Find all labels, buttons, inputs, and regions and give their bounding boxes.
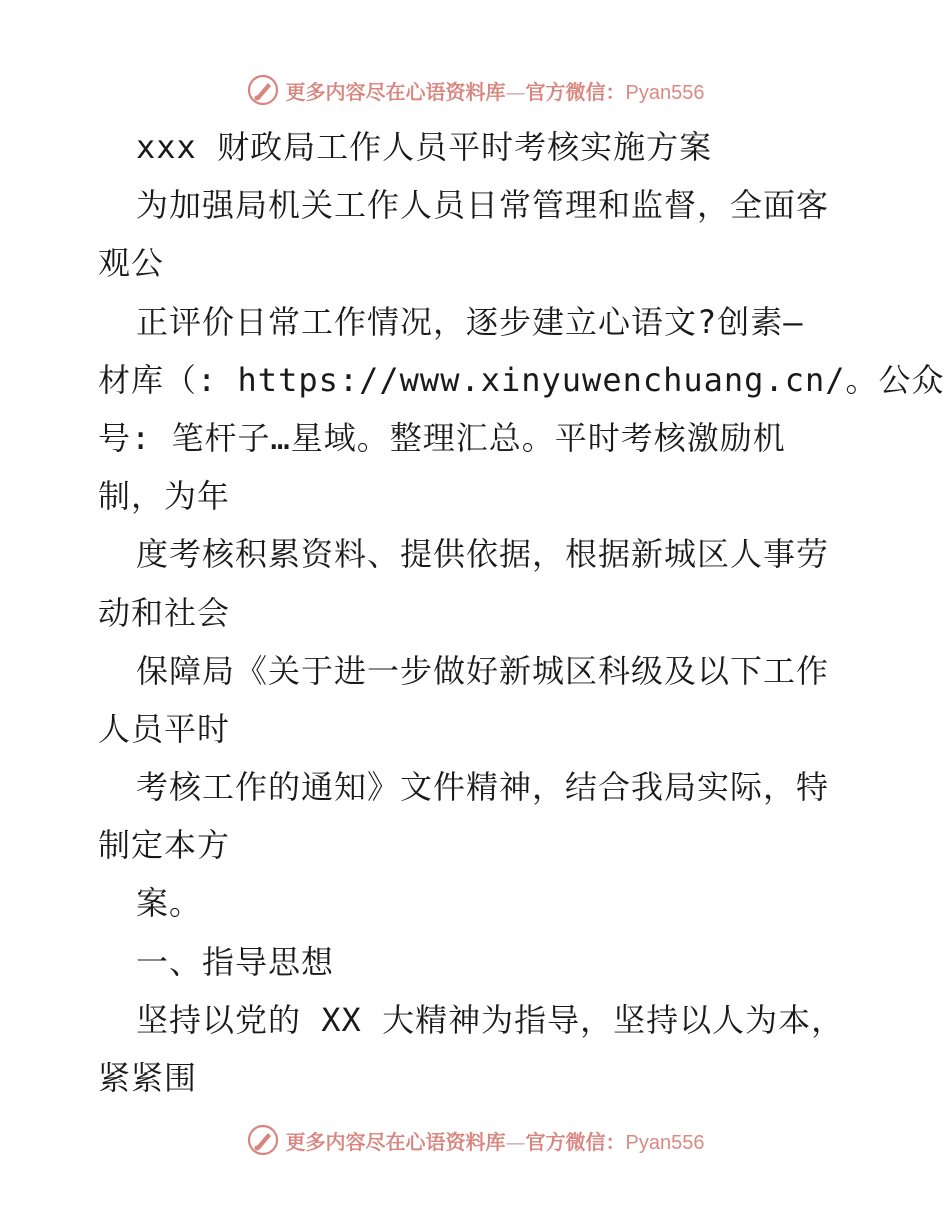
watermark-official-label: 官方微信： xyxy=(525,1129,626,1154)
footer-watermark xyxy=(0,1120,950,1160)
document-line: 材库（: https://www.xinyuwenchuang.cn/。公众 xyxy=(98,360,945,399)
document-body xyxy=(98,118,945,1107)
document-line: 为加强局机关工作人员日常管理和监督，全面客 xyxy=(136,186,830,225)
document-line: 人员平时 xyxy=(98,709,231,748)
document-line: 制定本方 xyxy=(98,826,231,865)
document-line: 一、指导思想 xyxy=(136,942,335,981)
document-line: 度考核积累资料、提供依据，根据新城区人事劳 xyxy=(136,535,830,574)
watermark-handle: Pyan556 xyxy=(625,1131,705,1154)
document-line: 制，为年 xyxy=(98,477,231,516)
watermark-official-label: 官方微信： xyxy=(525,79,626,104)
watermark-separator: — xyxy=(505,79,526,104)
brush-pen-logo-icon xyxy=(246,73,280,107)
brush-pen-logo-icon xyxy=(246,1123,280,1157)
document-line: 观公 xyxy=(98,244,165,283)
document-line: 紧紧围 xyxy=(98,1059,198,1097)
watermark-text xyxy=(286,1126,705,1155)
header-watermark xyxy=(0,70,950,110)
watermark-text xyxy=(286,76,705,105)
watermark-text-cn: 更多内容尽在心语资料库 xyxy=(285,79,506,104)
document-line: 正评价日常工作情况，逐步建立心语文?创素— xyxy=(136,302,804,341)
document-line: 考核工作的通知》文件精神，结合我局实际，特 xyxy=(136,768,830,807)
document-line: 案。 xyxy=(136,884,203,923)
document-line: 坚持以党的 XX 大精神为指导，坚持以人为本， xyxy=(136,1000,845,1039)
watermark-text-cn: 更多内容尽在心语资料库 xyxy=(285,1129,506,1154)
document-line: 保障局《关于进一步做好新城区科级及以下工作 xyxy=(136,651,830,690)
document-line: 动和社会 xyxy=(98,593,231,632)
watermark-handle: Pyan556 xyxy=(625,81,705,104)
document-line: 号: 笔杆子…星域。整理汇总。平时考核激励机 xyxy=(98,418,786,457)
watermark-separator: — xyxy=(505,1129,526,1154)
document-line: xxx 财政局工作人员平时考核实施方案 xyxy=(136,128,713,166)
